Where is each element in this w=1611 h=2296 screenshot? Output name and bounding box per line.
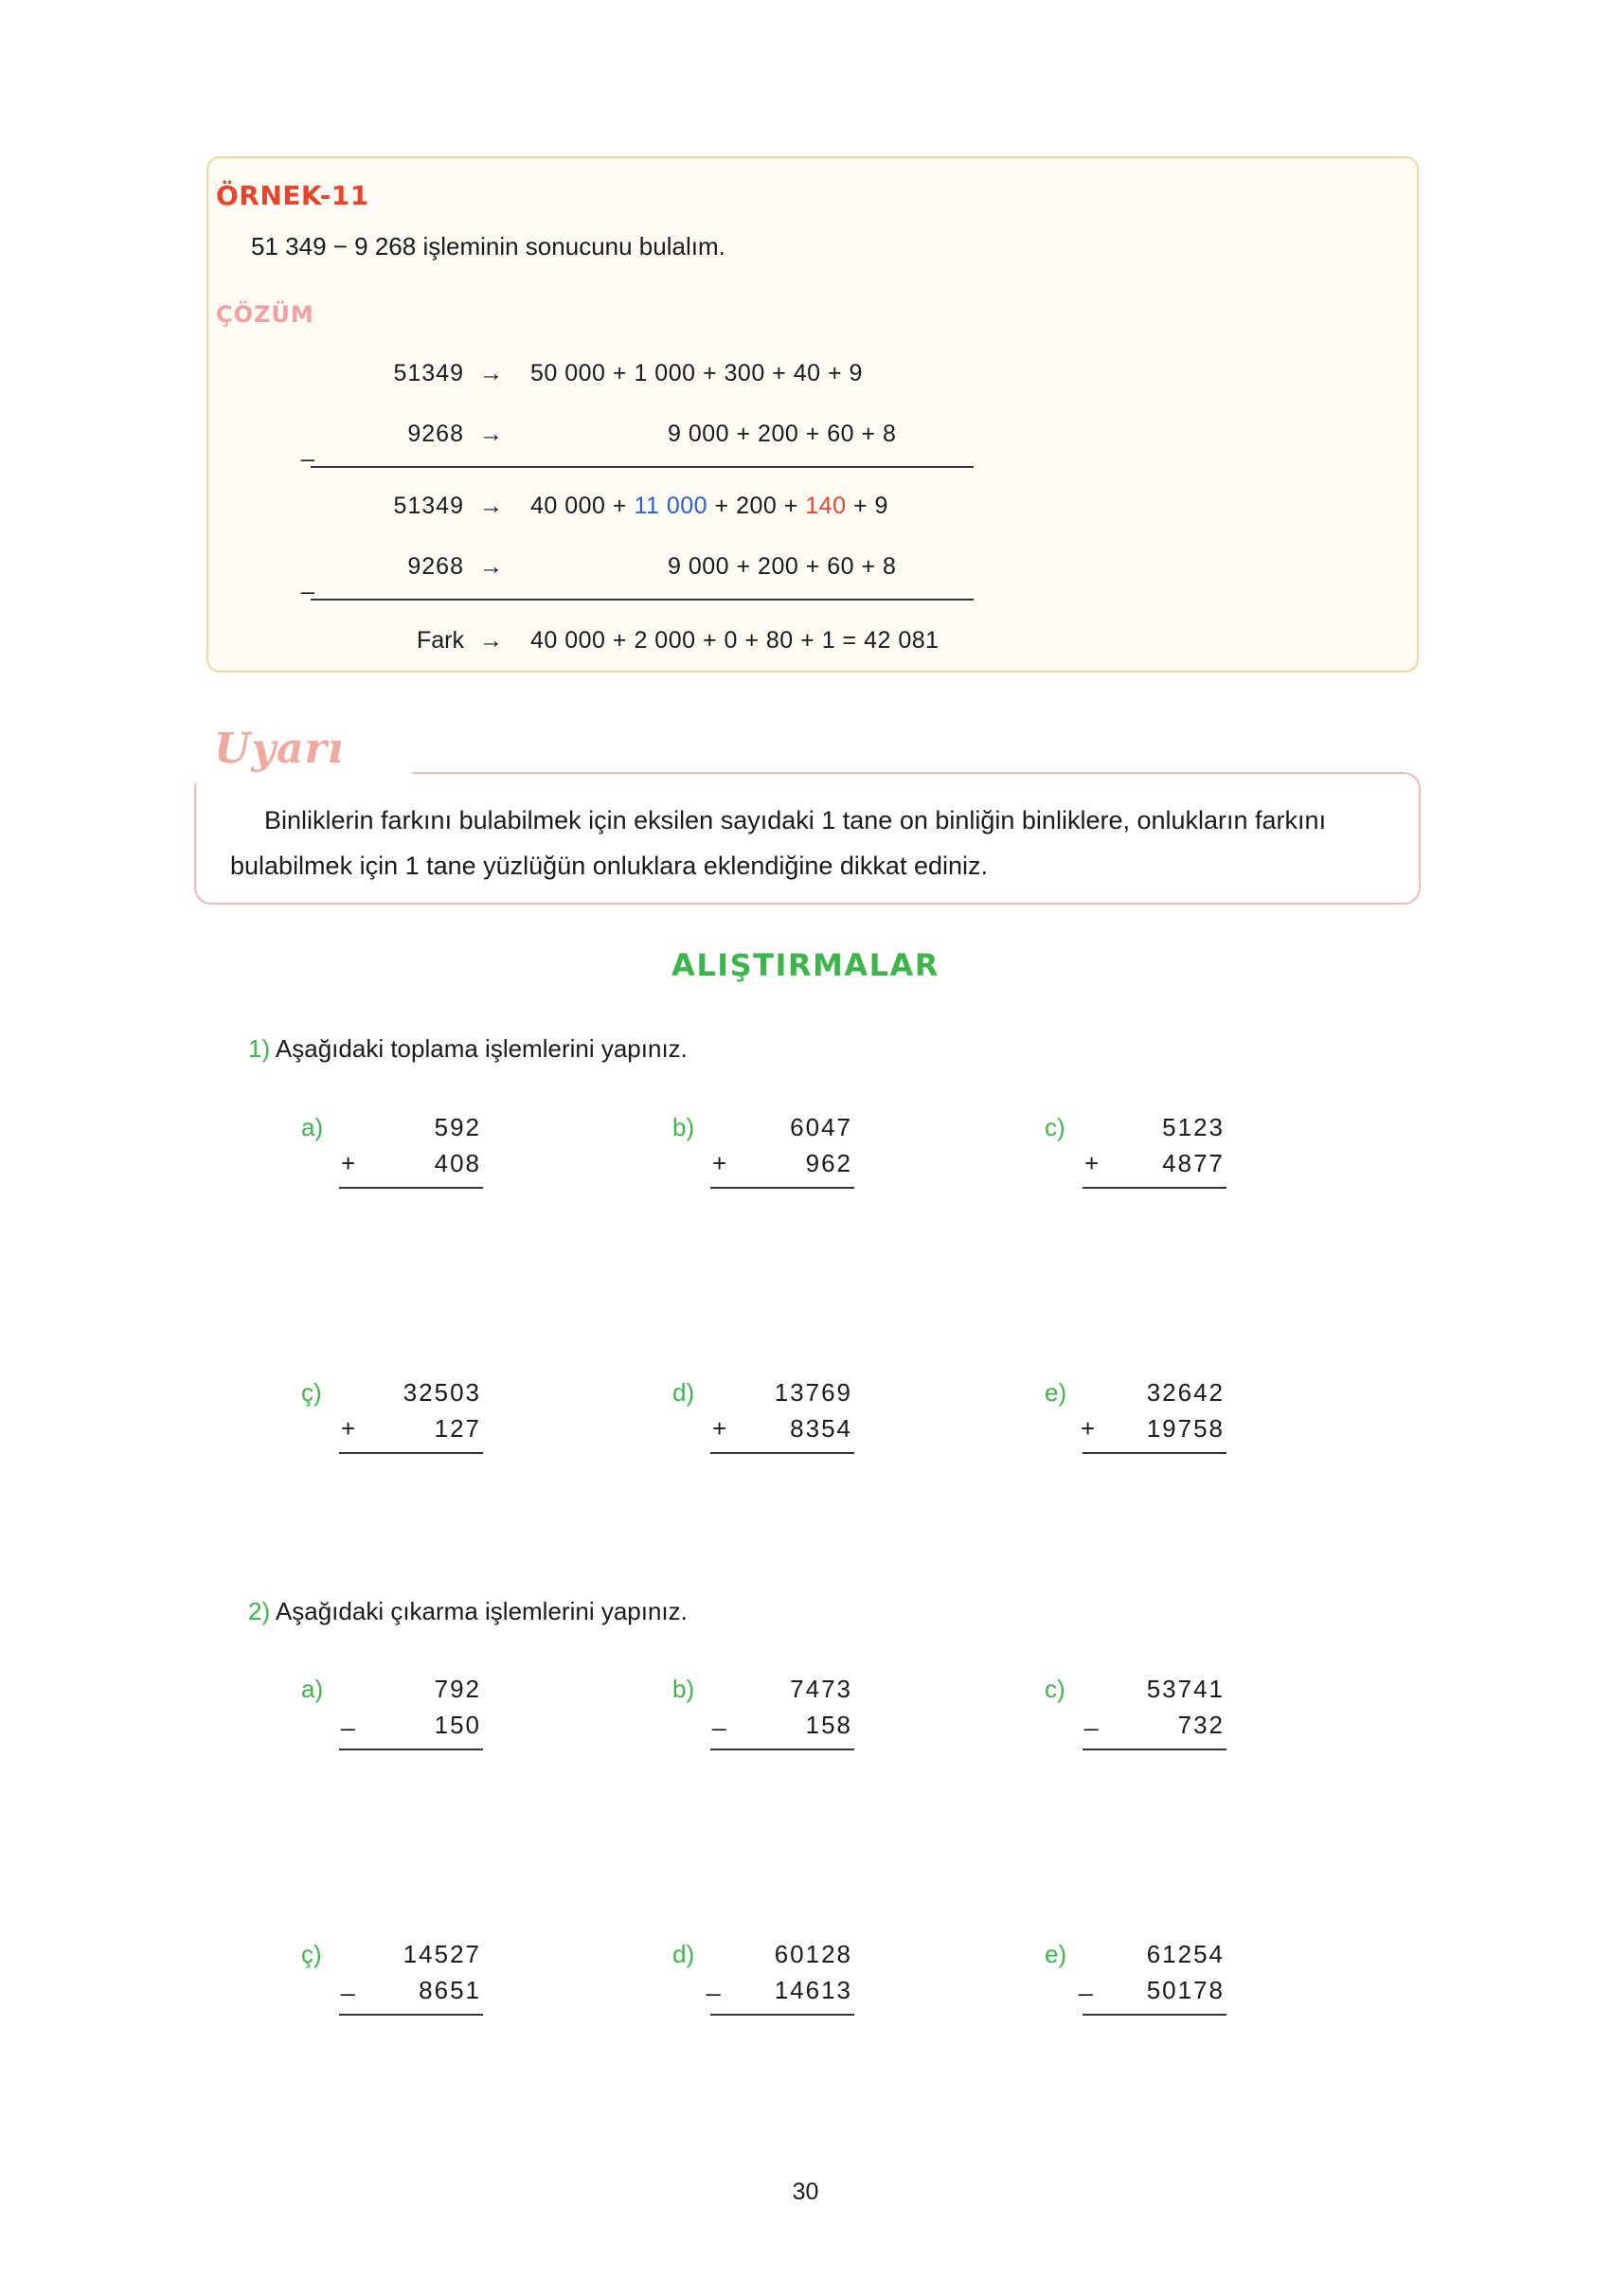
calc-rule <box>311 466 974 468</box>
operation-rule <box>710 2014 854 2016</box>
operator-sign: _ <box>712 1703 726 1731</box>
operation-rule <box>1083 2014 1226 2016</box>
operator-sign: + <box>1081 1414 1096 1443</box>
operand-bottom: 19758 <box>1146 1414 1225 1443</box>
calc-expansion: 9 000 + 200 + 60 + 8 <box>668 553 897 580</box>
calc-row-result <box>284 619 1231 680</box>
operand-bottom: 8354 <box>790 1414 852 1443</box>
item-letter: ç) <box>301 1378 322 1407</box>
operand-top: 592 <box>434 1113 481 1141</box>
arrow-icon: → <box>479 360 503 386</box>
operand-top: 792 <box>434 1675 481 1703</box>
calc-highlight-red: 140 <box>805 493 847 519</box>
item-letter: d) <box>672 1378 695 1407</box>
warning-text: Binliklerin farkını bulabilmek için eksilen sayıdaki 1 tane on binliğin binliklere, onlukların farkını bulabilmek için 1 tane yüzlüğün onluklara eklendiğine dikkat ediniz. <box>230 806 1327 880</box>
question-number: 1) <box>248 1034 271 1063</box>
operation-rule <box>1083 1749 1226 1750</box>
operation-rule <box>339 1187 483 1189</box>
operation-rule <box>710 1187 854 1189</box>
operand-top: 13769 <box>774 1378 852 1407</box>
operation-rule <box>710 1749 854 1750</box>
calc-result: 40 000 + 2 000 + 0 + 80 + 1 = 42 081 <box>530 627 940 654</box>
page-number: 30 <box>792 2179 819 2205</box>
calc-row <box>284 485 1231 546</box>
operand-top: 61254 <box>1146 1940 1225 1968</box>
operand-bottom: 4877 <box>1162 1149 1225 1177</box>
calc-number: 51349 <box>393 360 464 386</box>
item-letter: b) <box>672 1113 695 1141</box>
calculation-block <box>284 352 1231 680</box>
calc-expansion: 40 000 + 11 000 + 200 + 140 + 9 <box>530 493 888 519</box>
calc-number: 51349 <box>393 493 464 519</box>
operator-sign: + <box>341 1414 356 1443</box>
operation-rule <box>339 1452 483 1454</box>
operand-bottom: 158 <box>805 1711 852 1739</box>
operation-rule <box>1083 1187 1226 1189</box>
solution-label: ÇÖZÜM <box>216 301 314 328</box>
operand-top: 32642 <box>1146 1378 1225 1407</box>
operator-sign: + <box>341 1149 356 1177</box>
question-2-heading <box>248 1597 688 1626</box>
calc-number: 9268 <box>407 421 464 447</box>
item-letter: b) <box>672 1675 695 1703</box>
operand-bottom: 14613 <box>774 1976 852 2004</box>
example-title: ÖRNEK-11 <box>216 180 369 211</box>
question-1-heading <box>248 1034 688 1064</box>
operator-sign: + <box>712 1149 727 1177</box>
operation-rule <box>339 1749 483 1750</box>
calc-expansion: 50 000 + 1 000 + 300 + 40 + 9 <box>530 360 863 386</box>
minus-sign: _ <box>301 568 314 595</box>
operator-sign: + <box>1084 1149 1100 1177</box>
item-letter: d) <box>672 1940 695 1968</box>
arrow-icon: → <box>479 421 503 447</box>
result-label: Fark <box>417 627 464 654</box>
operand-bottom: 150 <box>434 1711 481 1739</box>
item-letter: e) <box>1045 1940 1067 1968</box>
minus-sign: _ <box>301 436 314 462</box>
question-prompt: Aşağıdaki toplama işlemlerini yapınız. <box>275 1034 688 1063</box>
warning-section <box>194 725 1421 905</box>
operand-bottom: 127 <box>434 1414 481 1443</box>
operator-sign: _ <box>1079 1968 1093 1997</box>
warning-badge: Uyarı <box>208 725 349 773</box>
operand-bottom: 962 <box>805 1149 852 1177</box>
operand-top: 5123 <box>1162 1113 1225 1141</box>
item-letter: ç) <box>301 1940 322 1968</box>
operator-sign: _ <box>707 1968 721 1997</box>
operand-top: 7473 <box>790 1675 852 1703</box>
question-prompt: Aşağıdaki çıkarma işlemlerini yapınız. <box>275 1597 688 1625</box>
operation-rule <box>1083 1452 1226 1454</box>
operation-rule <box>710 1452 854 1454</box>
arrow-icon: → <box>479 627 503 654</box>
operand-top: 60128 <box>774 1940 852 1968</box>
operand-top: 32503 <box>403 1378 481 1407</box>
calc-rule <box>311 599 974 601</box>
example-statement: 51 349 − 9 268 işleminin sonucunu bulalım. <box>251 232 725 260</box>
operator-sign: _ <box>1084 1703 1099 1731</box>
item-letter: e) <box>1045 1378 1067 1407</box>
operand-bottom: 408 <box>434 1149 481 1177</box>
calc-highlight-blue: 11 000 <box>634 493 708 519</box>
operator-sign: _ <box>341 1968 355 1997</box>
item-letter: a) <box>301 1675 324 1703</box>
calc-row <box>284 546 1231 606</box>
operator-sign: _ <box>341 1703 355 1731</box>
question-number: 2) <box>248 1597 271 1625</box>
operand-bottom: 8651 <box>419 1976 481 2004</box>
calc-number: 9268 <box>407 553 464 580</box>
calc-row <box>284 413 1231 474</box>
operand-top: 14527 <box>403 1940 481 1968</box>
operand-top: 53741 <box>1146 1675 1225 1703</box>
operand-bottom: 732 <box>1177 1711 1225 1739</box>
operand-top: 6047 <box>790 1113 852 1141</box>
calc-row <box>284 352 1231 413</box>
operand-bottom: 50178 <box>1146 1976 1225 2004</box>
item-letter: c) <box>1045 1113 1065 1141</box>
calc-expansion: 9 000 + 200 + 60 + 8 <box>668 421 897 447</box>
item-letter: c) <box>1045 1675 1065 1703</box>
arrow-icon: → <box>479 493 503 519</box>
exercises-heading: ALIŞTIRMALAR <box>671 947 940 983</box>
item-letter: a) <box>301 1113 324 1141</box>
operator-sign: + <box>712 1414 727 1443</box>
arrow-icon: → <box>479 553 503 580</box>
operation-rule <box>339 2014 483 2016</box>
